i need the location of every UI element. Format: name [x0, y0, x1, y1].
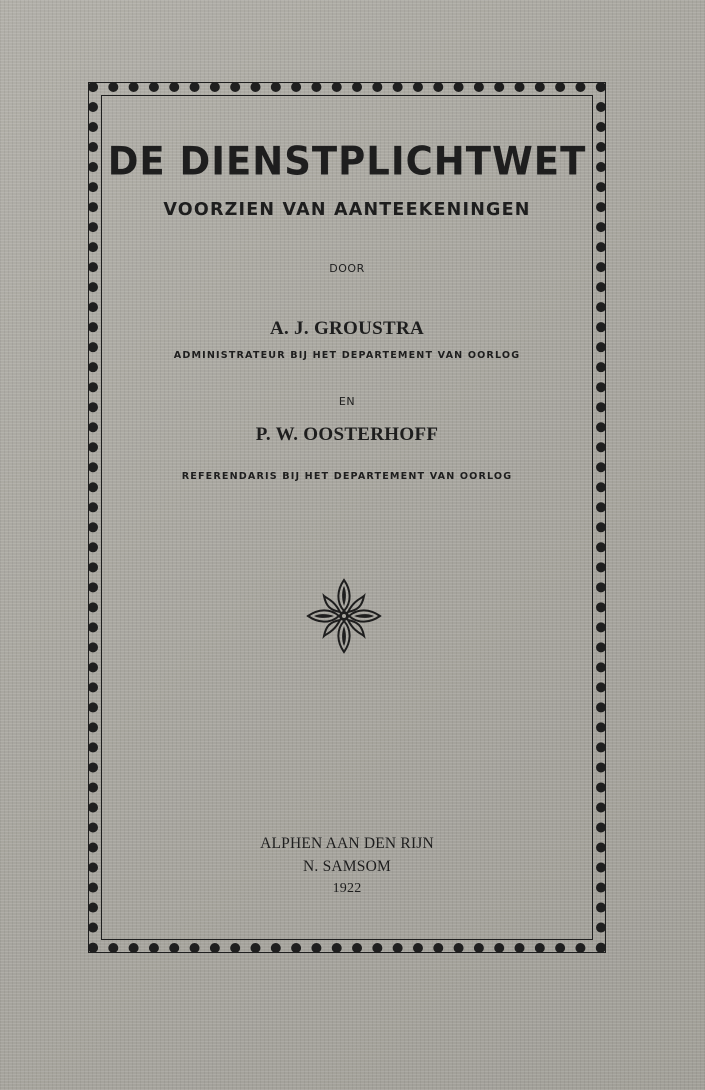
author-name-2: P. W. OOSTERHOFF: [255, 424, 439, 445]
book-subtitle: VOORZIEN VAN AANTEEKENINGEN: [163, 200, 531, 220]
book-title: DE DIENSTPLICHTWET: [107, 138, 587, 185]
publication-year: 1922: [332, 881, 362, 896]
fleuron-ornament-icon: [306, 578, 382, 654]
inner-border-line: [101, 95, 593, 940]
publisher-city: ALPHEN AAN DEN RIJN: [260, 835, 434, 852]
author-role-1: ADMINISTRATEUR BIJ HET DEPARTEMENT VAN OORLOG: [173, 350, 521, 361]
author-name-1: A. J. GROUSTRA: [269, 318, 425, 339]
and-label: EN: [338, 395, 356, 408]
publisher-name: N. SAMSOM: [303, 858, 391, 875]
by-label: DOOR: [329, 262, 365, 275]
author-role-2: REFERENDARIS BIJ HET DEPARTEMENT VAN OORLOG: [181, 471, 513, 482]
